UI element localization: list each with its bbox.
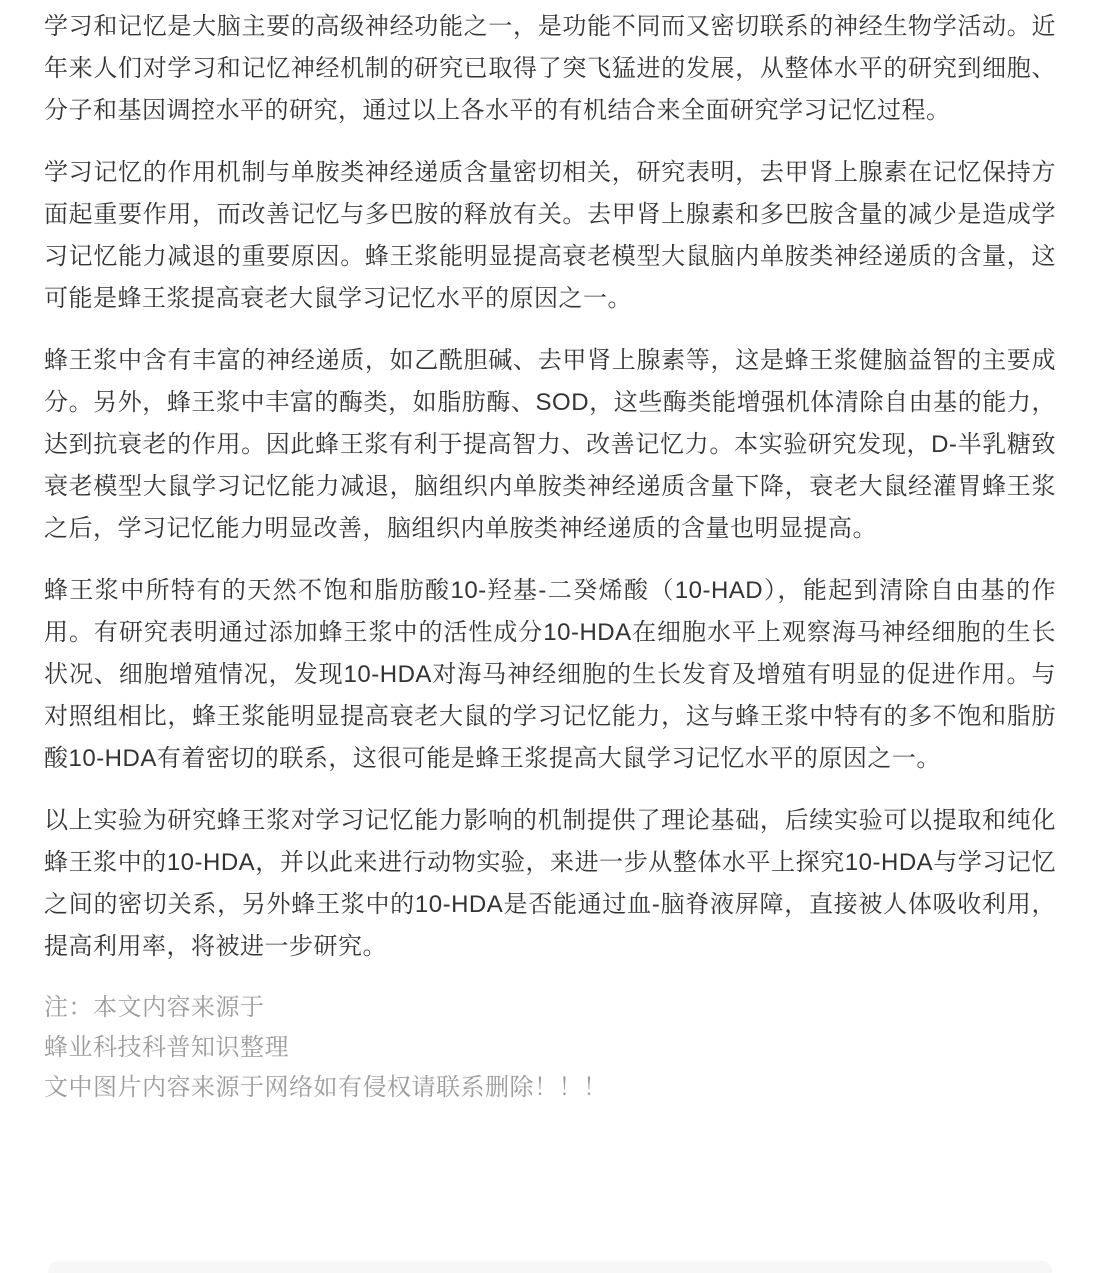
paragraph-3: 蜂王浆中含有丰富的神经递质，如乙酰胆碱、去甲肾上腺素等，这是蜂王浆健脑益智的主要成分。另外，蜂王浆中丰富的酶类，如脂肪酶、SOD，这些酶类能增强机体清除自由基的能力，达到抗衰老的作用。因此蜂王浆有利于提高智力、改善记忆力。本实验研究发现，D-半乳糖致衰老模型大鼠学习记忆能力减退，脑组织内单胺类神经递质含量下降，衰老大鼠经灌胃蜂王浆之后，学习记忆能力明显改善，脑组织内单胺类神经递质的含量也明显提高。 (44, 347, 1056, 542)
source-note-line-3: 文中图片内容来源于网络如有侵权请联系删除！！！ (44, 1074, 608, 1101)
source-note-line-2: 蜂业科技科普知识整理 (44, 1034, 289, 1061)
source-note-line-1: 注：本文内容来源于 (44, 994, 265, 1021)
paragraph-1: 学习和记忆是大脑主要的高级神经功能之一，是功能不同而又密切联系的神经生物学活动。近年来人们对学习和记忆神经机制的研究已取得了突飞猛进的发展，从整体水平的研究到细胞、分子和基因调控水平的研究，通过以上各水平的有机结合来全面研究学习记忆过程。 (44, 13, 1056, 124)
paragraph-4: 蜂王浆中所特有的天然不饱和脂肪酸10-羟基-二癸烯酸（10-HAD），能起到清除自由基的作用。有研究表明通过添加蜂王浆中的活性成分10-HDA在细胞水平上观察海马神经细胞的生长状况、细胞增殖情况，发现10-HDA对海马神经细胞的生长发育及增殖有明显的促进作用。与对照组相比，蜂王浆能明显提高衰老大鼠的学习记忆能力，这与蜂王浆中特有的多不饱和脂肪酸10-HDA有着密切的联系，这很可能是蜂王浆提高大鼠学习记忆水平的原因之一。 (44, 577, 1056, 772)
paragraph-2: 学习记忆的作用机制与单胺类神经递质含量密切相关，研究表明，去甲肾上腺素在记忆保持方面起重要作用，而改善记忆与多巴胺的释放有关。去甲肾上腺素和多巴胺含量的减少是造成学习记忆能力减退的重要原因。蜂王浆能明显提高衰老模型大鼠脑内单胺类神经递质的含量，这可能是蜂王浆提高衰老大鼠学习记忆水平的原因之一。 (44, 159, 1056, 312)
source-note (44, 988, 1056, 1108)
article-body (44, 0, 1056, 1108)
next-card-top-edge (48, 1261, 1052, 1273)
paragraph-5: 以上实验为研究蜂王浆对学习记忆能力影响的机制提供了理论基础，后续实验可以提取和纯化蜂王浆中的10-HDA，并以此来进行动物实验，来进一步从整体水平上探究10-HDA与学习记忆之间的密切关系，另外蜂王浆中的10-HDA是否能通过血-脑脊液屏障，直接被人体吸收利用，提高利用率，将被进一步研究。 (44, 807, 1056, 960)
